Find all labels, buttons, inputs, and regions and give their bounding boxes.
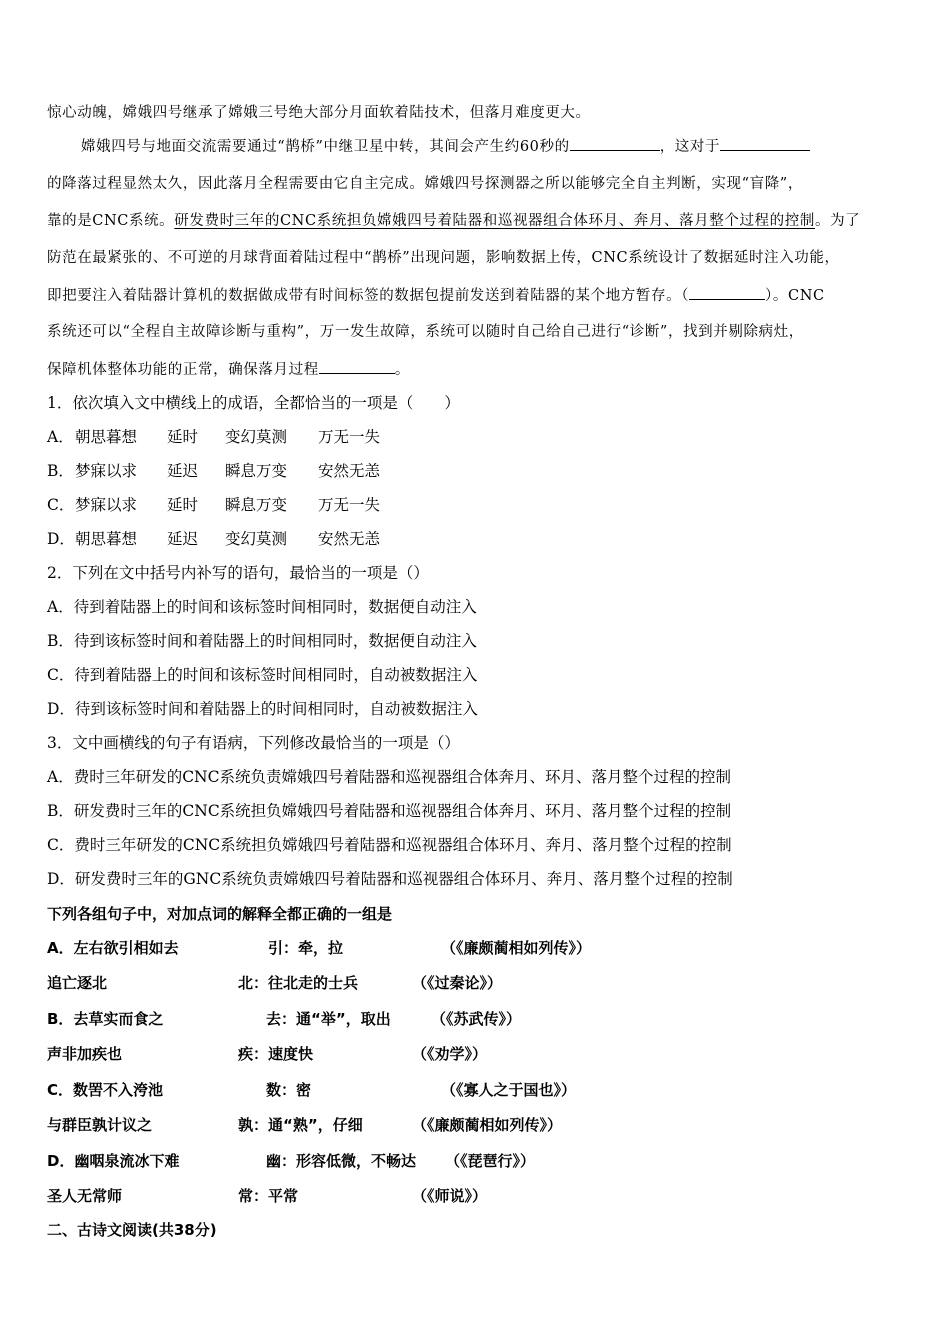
q4-source: （《过秦论》） [412, 974, 503, 992]
underlined-sentence: 研发费时三年的CNC系统担负嫦娥四号着陆器和巡视器组合体环月、奔月、落月整个过程的控制 [174, 213, 815, 229]
q4-sentence: 声非加疾也 [47, 1045, 123, 1063]
q4-sentence: C．数罟不入洿池 [47, 1081, 164, 1099]
passage-text: 。 [394, 362, 410, 378]
q3-option-a: A．费时三年研发的CNC系统负责嫦娥四号着陆器和巡视器组合体奔月、环月、落月整个过程的控制 [47, 768, 731, 786]
q4-gloss: 孰：通“熟”，仔细 [238, 1116, 363, 1134]
option-word: 瞬息万变 [225, 462, 288, 480]
option-letter: D． [47, 530, 75, 548]
q4-source: （《琵琶行》） [445, 1152, 536, 1170]
question-stem: 3．文中画横线的句子有语病，下列修改最恰当的一项是（） [47, 734, 460, 752]
q4-source: （《寡人之于国也》） [441, 1081, 577, 1099]
q4-source: （《廉颇蔺相如列传》） [441, 939, 592, 957]
q4-gloss: 数：密 [266, 1081, 312, 1099]
option-word: 万无一失 [318, 428, 381, 446]
passage-text: 即把要注入着陆器计算机的数据做成带有时间标签的数据包提前发送到着陆器的某个地方暂存。（ [47, 288, 690, 304]
section-heading: 二、古诗文阅读(共38分) [47, 1221, 217, 1239]
fill-blank [720, 136, 810, 151]
passage-line: 惊心动魄，嫦娥四号继承了嫦娥三号绝大部分月面软着陆技术，但落月难度更大。 [47, 105, 591, 121]
option-letter: A． [47, 428, 74, 446]
q4-gloss: 引：牵，拉 [268, 939, 344, 957]
option-word: 梦寐以求 [75, 462, 138, 480]
passage-line [47, 359, 410, 380]
passage-text: 靠的是CNC系统。 [47, 213, 175, 229]
passage-text: 。为了 [814, 213, 861, 229]
option-word: 瞬息万变 [225, 496, 288, 514]
q4-gloss: 北：往北走的士兵 [238, 974, 359, 992]
fill-blank [570, 136, 660, 151]
passage-line [47, 285, 825, 306]
passage-text: ，这对于 [659, 139, 721, 155]
option-word: 延迟 [167, 530, 199, 548]
option-letter: B． [47, 462, 74, 480]
passage-text: ）。CNC [765, 288, 825, 304]
option-word: 朝思暮想 [75, 530, 138, 548]
q4-sentence: 圣人无常师 [47, 1187, 123, 1205]
q4-source: （《廉颇蔺相如列传》） [412, 1116, 563, 1134]
option-word: 延时 [167, 428, 199, 446]
q3-option-b: B．研发费时三年的CNC系统担负嫦娥四号着陆器和巡视器组合体奔月、环月、落月整个过程的控制 [47, 802, 732, 820]
q4-sentence: 与群臣孰计议之 [47, 1116, 153, 1134]
q4-gloss: 去：通“举”，取出 [266, 1010, 391, 1028]
option-word: 梦寐以求 [75, 496, 138, 514]
q4-source: （《师说》） [412, 1187, 488, 1205]
option-letter: C． [47, 496, 75, 514]
option-word: 安然无恙 [318, 530, 381, 548]
q4-gloss: 疾：速度快 [238, 1045, 314, 1063]
passage-text: 嫦娥四号与地面交流需要通过“鹊桥”中继卫星中转，其间会产生约60秒的 [81, 139, 570, 155]
passage-line [47, 211, 860, 231]
question-stem: 1．依次填入文中横线上的成语，全都恰当的一项是（ ） [47, 394, 460, 412]
passage-line: 系统还可以“全程自主故障诊断与重构”，万一发生故障，系统可以随时自己给自己进行“诊断”，找到并剔除病灶， [47, 324, 804, 340]
passage-line: 的降落过程显然太久，因此落月全程需要由它自主完成。嫦娥四号探测器之所以能够完全自主判断，实现“盲降”， [47, 176, 803, 192]
option-word: 万无一失 [318, 496, 381, 514]
q3-option-c: C．费时三年研发的CNC系统担负嫦娥四号着陆器和巡视器组合体环月、奔月、落月整个过程的控制 [47, 836, 732, 854]
passage-line: 防范在最紧张的、不可逆的月球背面着陆过程中“鹊桥”出现问题，影响数据上传，CNC系统设计了数据延时注入功能， [47, 250, 840, 266]
q2-option-a: A．待到着陆器上的时间和该标签时间相同时，数据便自动注入 [47, 598, 477, 616]
passage-text: 保障机体整体功能的正常，确保落月过程 [47, 362, 319, 378]
fill-blank [689, 285, 765, 300]
q4-source: （《劝学》） [412, 1045, 488, 1063]
question-stem: 2．下列在文中括号内补写的语句，最恰当的一项是（） [47, 564, 429, 582]
option-word: 朝思暮想 [75, 428, 138, 446]
q3-option-d: D．研发费时三年的GNC系统负责嫦娥四号着陆器和巡视器组合体环月、奔月、落月整个过程的控制 [47, 870, 733, 888]
q4-sentence: A．左右欲引相如去 [47, 939, 179, 957]
option-word: 安然无恙 [318, 462, 381, 480]
q4-sentence: B．去草实而食之 [47, 1010, 164, 1028]
q4-gloss: 常：平常 [238, 1187, 299, 1205]
option-word: 变幻莫测 [225, 530, 288, 548]
q4-sentence: D．幽咽泉流冰下难 [47, 1152, 180, 1170]
q2-option-b: B．待到该标签时间和着陆器上的时间相同时，数据便自动注入 [47, 632, 477, 650]
q4-source: （《苏武传》） [431, 1010, 522, 1028]
option-word: 延迟 [167, 462, 199, 480]
fill-blank [319, 359, 395, 374]
question-stem: 下列各组句子中，对加点词的解释全都正确的一组是 [47, 905, 393, 923]
q2-option-c: C．待到着陆器上的时间和该标签时间相同时，自动被数据注入 [47, 666, 478, 684]
q4-sentence: 追亡逐北 [47, 974, 108, 992]
passage-line [81, 136, 810, 157]
q2-option-d: D．待到该标签时间和着陆器上的时间相同时，自动被数据注入 [47, 700, 478, 718]
q4-gloss: 幽：形容低微，不畅达 [266, 1152, 417, 1170]
option-word: 变幻莫测 [225, 428, 288, 446]
option-word: 延时 [167, 496, 199, 514]
